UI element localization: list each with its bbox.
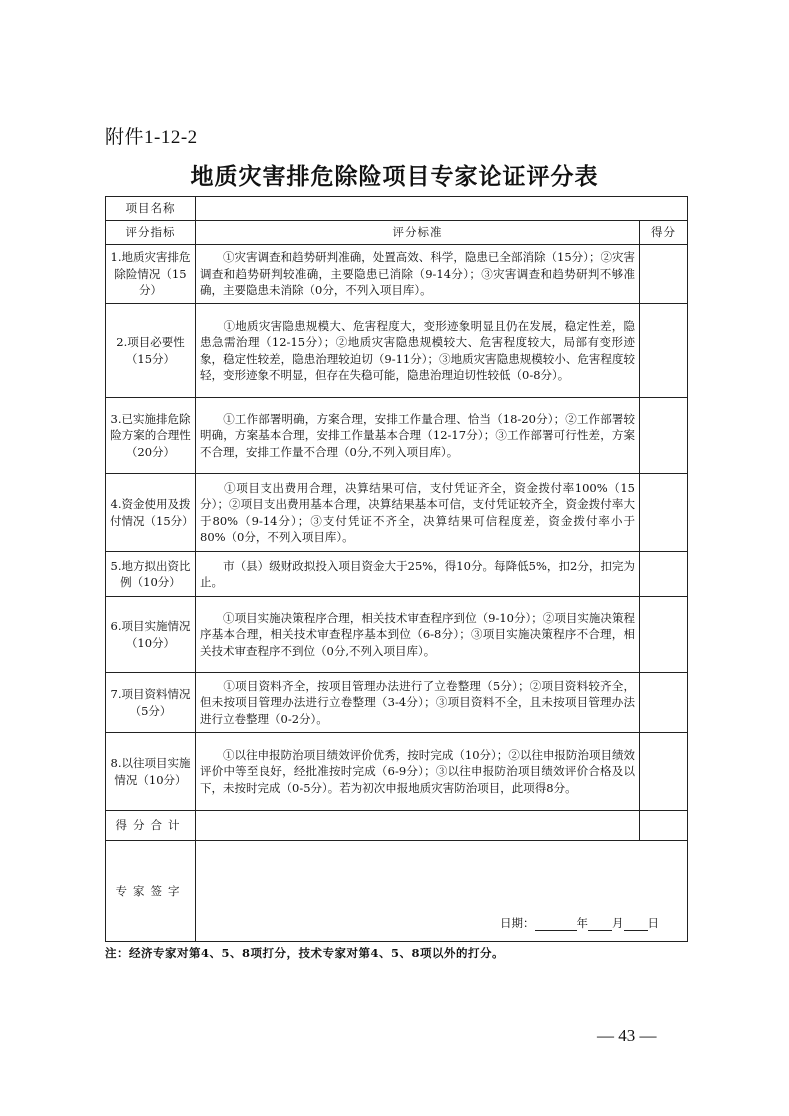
total-label: 得分合计 [106, 811, 196, 841]
score-cell[interactable] [640, 597, 688, 673]
year-blank[interactable] [535, 918, 577, 931]
standard-cell: ①地质灾害隐患规模大、危害程度大，变形迹象明显且仍在发展，稳定性差，隐患急需治理（12-15分）；②地质灾害隐患规模较大、危害程度较大，局部有变形迹象，稳定性较差，隐患治理较迫切（9-11分）；③地质灾害隐患规模较小、危害程度较轻，变形迹象不明显，但存在失稳可能，隐患治理迫切性较低（0-8分）。 [196, 304, 640, 398]
indicator-cell: 8.以往项目实施情况（10分） [106, 733, 196, 811]
footnote: 注：经济专家对第4、5、8项打分，技术专家对第4、5、8项以外的打分。 [105, 946, 505, 960]
day-blank[interactable] [624, 918, 648, 931]
standard-cell: ①项目资料齐全，按项目管理办法进行了立卷整理（5分）；②项目资料较齐全，但未按项目管理办法进行立卷整理（3-4分）；③项目资料不全，且未按项目管理办法进行立卷整理（0-2分）。 [196, 673, 640, 733]
standard-cell: ①以往申报防治项目绩效评价优秀，按时完成（10分）；②以往申报防治项目绩效评价中等至良好，经批准按时完成（6-9分）；③以往申报防治项目绩效评价合格及以下，未按时完成（0-5分）。若为初次申报地质灾害防治项目，此项得8分。 [196, 733, 640, 811]
score-cell[interactable] [640, 552, 688, 597]
standard-cell: 市（县）级财政拟投入项目资金大于25%，得10分。每降低5%，扣2分，扣完为止。 [196, 552, 640, 597]
scoring-table [105, 196, 688, 942]
total-row [106, 811, 688, 841]
month-blank[interactable] [588, 918, 612, 931]
table-row [106, 245, 688, 304]
signature-field[interactable] [196, 841, 688, 942]
table-row [106, 733, 688, 811]
score-cell[interactable] [640, 474, 688, 552]
day-label: 日 [647, 915, 659, 930]
total-score-cell[interactable] [640, 811, 688, 841]
score-cell[interactable] [640, 733, 688, 811]
indicator-cell: 5.地方拟出资比例（10分） [106, 552, 196, 597]
score-cell[interactable] [640, 673, 688, 733]
signature-date [500, 915, 659, 932]
indicator-cell: 7.项目资料情况（5分） [106, 673, 196, 733]
indicator-cell: 6.项目实施情况（10分） [106, 597, 196, 673]
indicator-cell: 4.资金使用及拨付情况（15分） [106, 474, 196, 552]
table-row [106, 304, 688, 398]
form-title: 地质灾害排危除险项目专家论证评分表 [190, 164, 599, 190]
page-number: — 43 — [597, 1026, 657, 1045]
standard-cell: ①灾害调查和趋势研判准确，处置高效、科学，隐患已全部消除（15分）；②灾害调查和趋势研判较准确，主要隐患已消除（9-14分）；③灾害调查和趋势研判不够准确，主要隐患未消除（0分，不列入项目库）。 [196, 245, 640, 304]
header-score: 得分 [640, 221, 688, 245]
date-label: 日期： [500, 915, 535, 930]
project-name-field[interactable] [196, 197, 688, 221]
month-label: 月 [612, 915, 624, 930]
year-label: 年 [576, 915, 588, 930]
header-indicator: 评分指标 [106, 221, 196, 245]
header-standard: 评分标准 [196, 221, 640, 245]
project-name-row [106, 197, 688, 221]
table-row [106, 673, 688, 733]
indicator-cell: 1.地质灾害排危除险情况（15分） [106, 245, 196, 304]
standard-cell: ①项目实施决策程序合理，相关技术审查程序到位（9-10分）；②项目实施决策程序基本合理，相关技术审查程序基本到位（6-8分）；③项目实施决策程序不合理，相关技术审查程序不到位（0分,不列入项目库）。 [196, 597, 640, 673]
signature-label: 专家签字 [106, 841, 196, 942]
table-row [106, 398, 688, 474]
table-row [106, 597, 688, 673]
standard-cell: ①项目支出费用合理，决算结果可信，支付凭证齐全，资金拨付率100%（15分）；②项目支出费用基本合理，决算结果基本可信，支付凭证较齐全，资金拨付率大于80%（9-14分）；③支付凭证不齐全，决算结果可信程度差，资金拨付率小于80%（0分，不列入项目库）。 [196, 474, 640, 552]
table-row [106, 552, 688, 597]
project-name-label: 项目名称 [106, 197, 196, 221]
signature-row [106, 841, 688, 942]
table-row [106, 474, 688, 552]
header-row [106, 221, 688, 245]
indicator-cell: 3.已实施排危除险方案的合理性（20分） [106, 398, 196, 474]
score-cell[interactable] [640, 398, 688, 474]
indicator-cell: 2.项目必要性（15分） [106, 304, 196, 398]
standard-cell: ①工作部署明确，方案合理，安排工作量合理、恰当（18-20分）；②工作部署较明确，方案基本合理，安排工作量基本合理（12-17分）；③工作部署可行性差，方案不合理，安排工作量不合理（0分,不列入项目库）。 [196, 398, 640, 474]
annex-label: 附件1-12-2 [105, 127, 198, 148]
total-value-cell[interactable] [196, 811, 640, 841]
score-cell[interactable] [640, 304, 688, 398]
score-cell[interactable] [640, 245, 688, 304]
